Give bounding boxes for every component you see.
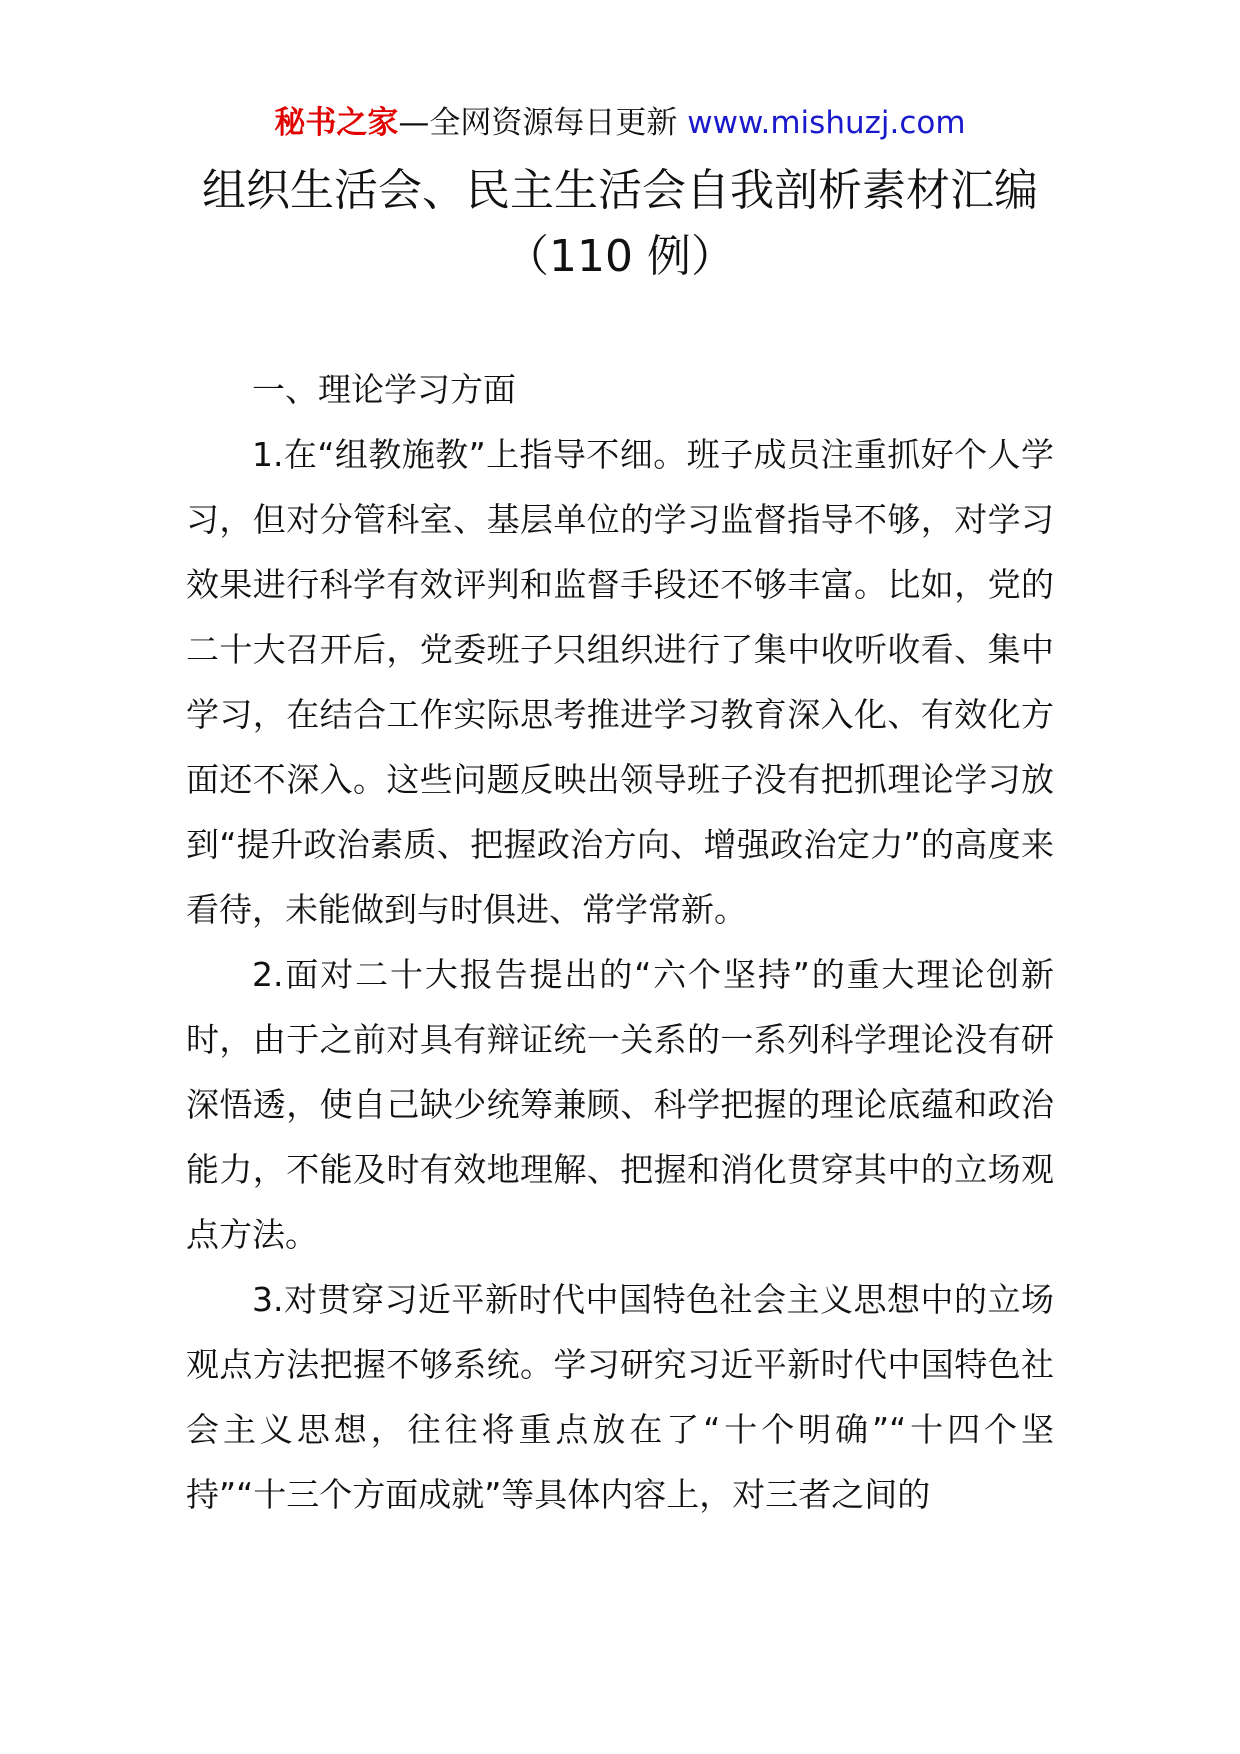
paragraph-2: 2.面对二十大报告提出的“六个坚持”的重大理论创新时，由于之前对具有辩证统一关系的一系列科学理论没有研深悟透，使自己缺少统筹兼顾、科学把握的理论底蕴和政治能力，不能及时有效地理解、把握和消化贯穿其中的立场观点方法。 <box>186 955 1054 1254</box>
paragraph-1: 1.在“组教施教”上指导不细。班子成员注重抓好个人学习，但对分管科室、基层单位的学习监督指导不够，对学习效果进行科学有效评判和监督手段还不够丰富。比如，党的二十大召开后，党委班子只组织进行了集中收听收看、集中学习，在结合工作实际思考推进学习教育深入化、有效化方面还不深入。这些问题反映出领导班子没有把抓理论学习放到“提升政治素质、把握政治方向、增强政治定力”的高度来看待，未能做到与时俱进、常学常新。 <box>186 435 1054 929</box>
header-tagline: —全网资源每日更新 <box>398 105 688 141</box>
paragraph-3: 3.对贯穿习近平新时代中国特色社会主义思想中的立场观点方法把握不够系统。学习研究习近平新时代中国特色社会主义思想，往往将重点放在了“十个明确”“十四个坚持”“十三个方面成就”等具体内容上，对三者之间的 <box>186 1280 1054 1514</box>
section-heading: 一、理论学习方面 <box>252 370 516 409</box>
document-title: 组织生活会、民主生活会自我剖析素材汇编（110 例） <box>202 165 1038 282</box>
brand-name: 秘书之家 <box>274 105 399 141</box>
site-url-link[interactable]: www.mishuzj.com <box>687 105 966 141</box>
document-body <box>186 357 1054 1527</box>
site-header <box>0 100 1240 146</box>
